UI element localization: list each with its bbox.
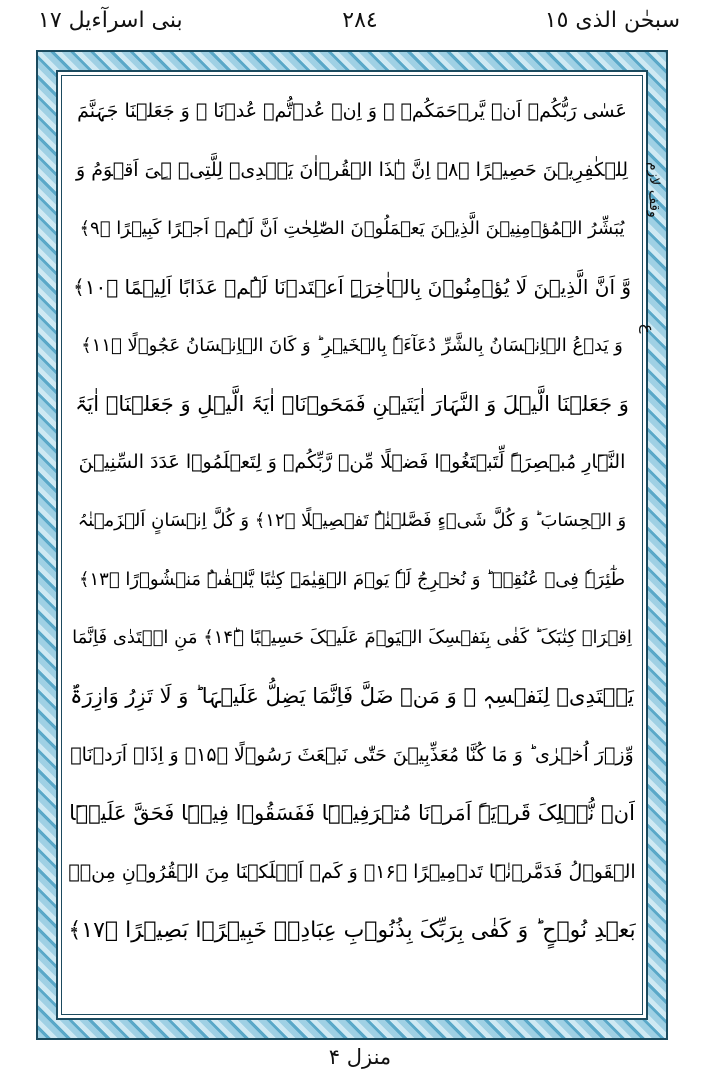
verse-lines bbox=[58, 82, 646, 1008]
verse-line-14: الۡقَوۡلُ فَدَمَّرۡنٰہَا تَدۡمِیۡرًا ﴿۱۶﴾ وَ کَمۡ اَہۡلَکۡنَا مِنَ الۡقُرُوۡنِ مِنۡۢ bbox=[68, 860, 636, 883]
verse-line-1: عَسٰی رَبُّکُمۡ اَنۡ یَّرۡحَمَکُمۡ ۚ وَ اِنۡ عُدۡتُّمۡ عُدۡنَا ۘ وَ جَعَلۡنَا جَہَنَّمَ bbox=[77, 100, 627, 123]
waqf-lazim-note: وقف لازم bbox=[646, 162, 662, 218]
verse-line-13: اَنۡ نُّہۡلِکَ قَرۡیَۃً اَمَرۡنَا مُتۡرَفِیۡہَا فَفَسَقُوۡا فِیۡہَا فَحَقَّ عَلَیۡہَا bbox=[69, 801, 635, 826]
page-number: ٢٨٤ bbox=[342, 8, 378, 33]
text-panel bbox=[56, 70, 648, 1020]
verse-line-3: یُبَشِّرُ الۡمُؤۡمِنِیۡنَ الَّذِیۡنَ یَعۡمَلُوۡنَ الصّٰلِحٰتِ اَنَّ لَہُمۡ اَجۡرًا کَبِیۡرًا ﴿۹﴾ bbox=[79, 217, 625, 239]
verse-line-2: لِلۡکٰفِرِیۡنَ حَصِیۡرًا ﴿۸﴾ اِنَّ ہٰذَا الۡقُرۡاٰنَ یَہۡدِیۡ لِلَّتِیۡ ہِیَ اَقۡوَمُ وَ bbox=[76, 158, 628, 181]
ruku-marker: ع bbox=[639, 324, 658, 334]
page-header bbox=[0, 0, 720, 50]
verse-line-5: وَ یَدۡعُ الۡاِنۡسَانُ بِالشَّرِّ دُعَآءَہٗ بِالۡخَیۡرِ ؕ وَ کَانَ الۡاِنۡسَانُ عَجُوۡلًا ﴿۱۱﴾ bbox=[81, 334, 623, 356]
surah-title: بنی اسرآءیل ١٧ bbox=[38, 8, 183, 33]
verse-line-8: وَ الۡحِسَابَ ؕ وَ کُلَّ شَیۡءٍ فَصَّلۡنٰہُ تَفۡصِیۡلًا ﴿۱۲﴾ وَ کُلَّ اِنۡسَانٍ اَلۡزَمۡنٰہُ bbox=[77, 510, 627, 532]
verse-line-6: وَ جَعَلۡنَا الَّیۡلَ وَ النَّہَارَ اٰیَتَیۡنِ فَمَحَوۡنَاۤ اٰیَۃَ الَّیۡلِ وَ جَعَلۡنَاۤ اٰیَۃَ bbox=[75, 391, 629, 416]
verse-line-10: اِقۡرَاۡ کِتٰبَکَ ؕ کَفٰی بِنَفۡسِکَ الۡیَوۡمَ عَلَیۡکَ حَسِیۡبًا ﴿ؕ۱۴﴾ مَنِ اہۡتَدٰی فَاِنَّمَا bbox=[72, 627, 632, 649]
verse-line-4: وَّ اَنَّ الَّذِیۡنَ لَا یُؤۡمِنُوۡنَ بِالۡاٰخِرَۃِ اَعۡتَدۡنَا لَہُمۡ عَذَابًا اَلِیۡمًا ﴿۱۰﴾ bbox=[72, 274, 632, 299]
juz-title: سبحٰن الذی ١٥ bbox=[544, 8, 680, 33]
verse-line-12: وِّزۡرَ اُخۡرٰی ؕ وَ مَا کُنَّا مُعَذِّبِیۡنَ حَتّٰی نَبۡعَثَ رَسُوۡلًا ﴿۱۵﴾ وَ اِذَاۤ اَرَدۡنَاۤ bbox=[70, 743, 634, 766]
manzil-footer: منزل ۴ bbox=[328, 1045, 392, 1069]
verse-line-9: طٰٓئِرَہٗ فِیۡ عُنُقِہٖ ؕ وَ نُخۡرِجُ لَہٗ یَوۡمَ الۡقِیٰمَۃِ کِتٰبًا یَّلۡقٰىہُ مَنۡشُوۡرًا ﴿۱۳﴾ bbox=[78, 568, 626, 590]
ornamental-border bbox=[36, 50, 668, 1040]
verse-line-11: یَہۡتَدِیۡ لِنَفۡسِہٖ ۚ وَ مَنۡ ضَلَّ فَاِنَّمَا یَضِلُّ عَلَیۡہَا ؕ وَ لَا تَزِرُ وَازِرَۃٌ bbox=[70, 684, 634, 709]
verse-line-7: النَّہَارِ مُبۡصِرَۃً لِّتَبۡتَغُوۡا فَضۡلًا مِّنۡ رَّبِّکُمۡ وَ لِتَعۡلَمُوۡا عَدَدَ السِّنِیۡنَ bbox=[78, 451, 626, 474]
verse-line-15: بَعۡدِ نُوۡحٍ ؕ وَ کَفٰی بِرَبِّکَ بِذُنُوۡبِ عِبَادِہٖ خَبِیۡرًۢا بَصِیۡرًا ﴿۱۷﴾ bbox=[68, 917, 636, 943]
